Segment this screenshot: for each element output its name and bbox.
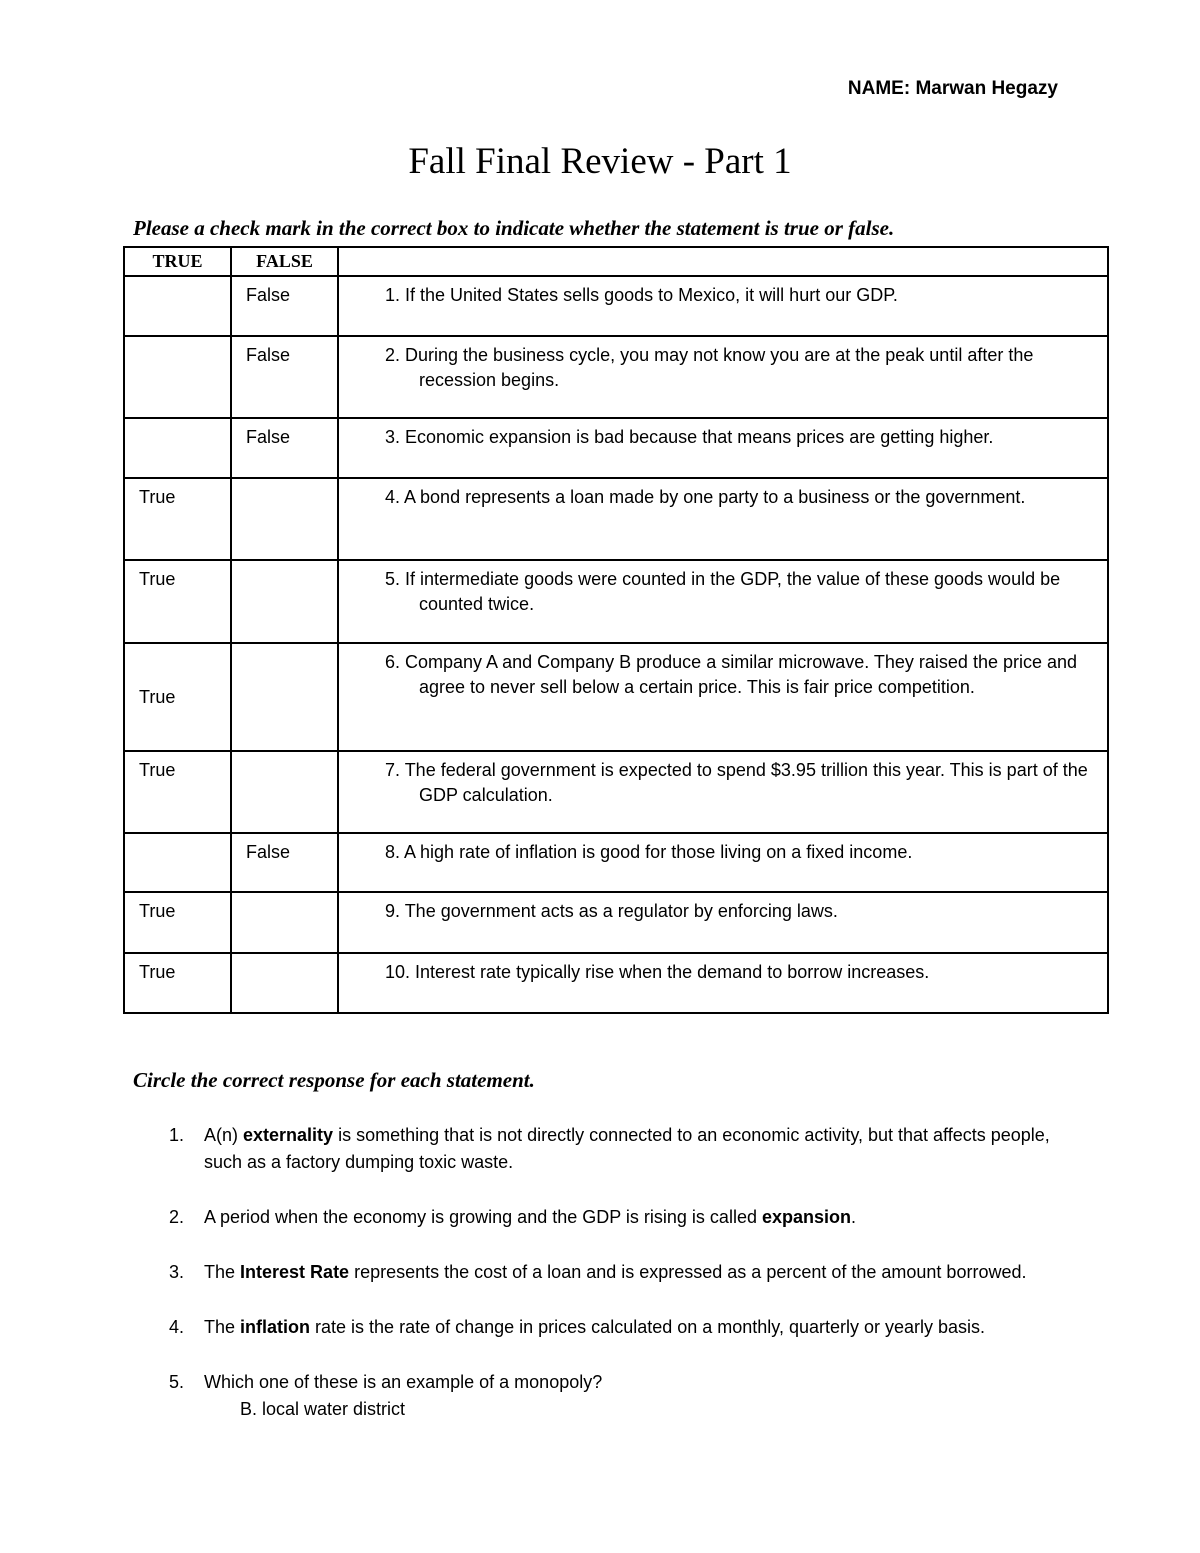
page-title: Fall Final Review - Part 1 xyxy=(408,141,792,182)
statement-cell xyxy=(338,643,1108,751)
table-row xyxy=(124,751,1108,833)
statement-text: 2. During the business cycle, you may not know you are at the peak until after the recession begins. xyxy=(385,345,1034,390)
statement-cell xyxy=(338,953,1108,1013)
false-cell[interactable] xyxy=(231,892,338,953)
true-cell[interactable] xyxy=(124,336,231,418)
statement-text: 6. Company A and Company B produce a similar microwave. They raised the price and agree to never sell below a certain price. This is fair price competition. xyxy=(385,652,1078,697)
table-row xyxy=(124,560,1108,643)
item-number: 3. xyxy=(169,1262,185,1282)
statement-cell xyxy=(338,892,1108,953)
table-header-row xyxy=(124,247,1108,276)
list-item xyxy=(133,1204,1073,1231)
item-text-post: rate is the rate of change in prices calculated on a monthly, quarterly or yearly basis. xyxy=(310,1317,986,1337)
table-row xyxy=(124,336,1108,418)
table-row xyxy=(124,478,1108,560)
table-row xyxy=(124,276,1108,336)
item-number: 4. xyxy=(169,1317,185,1337)
false-cell[interactable]: False xyxy=(231,833,338,892)
item-text-pre: A(n) xyxy=(204,1125,244,1145)
list-item xyxy=(133,1369,1073,1423)
item-number: 1. xyxy=(169,1125,185,1145)
true-cell[interactable]: True xyxy=(124,643,231,751)
statement-cell xyxy=(338,336,1108,418)
statement-text: 9. The government acts as a regulator by enforcing laws. xyxy=(385,901,838,921)
item-answer: expansion xyxy=(761,1207,851,1227)
true-cell[interactable]: True xyxy=(124,560,231,643)
item-number: 2. xyxy=(169,1207,185,1227)
true-cell[interactable]: True xyxy=(124,751,231,833)
circle-list xyxy=(133,1122,1073,1451)
true-cell[interactable]: True xyxy=(124,892,231,953)
item-question: Which one of these is an example of a monopoly? xyxy=(204,1372,603,1392)
statement-text: 8. A high rate of inflation is good for those living on a fixed income. xyxy=(385,842,913,862)
true-cell[interactable] xyxy=(124,418,231,478)
list-item xyxy=(133,1314,1073,1341)
true-cell[interactable] xyxy=(124,833,231,892)
item-answer: inflation xyxy=(240,1317,311,1337)
item-text-pre: The xyxy=(204,1262,241,1282)
item-answer: Interest Rate xyxy=(240,1262,350,1282)
statement-cell xyxy=(338,276,1108,336)
true-cell[interactable]: True xyxy=(124,478,231,560)
table-row xyxy=(124,643,1108,751)
item-text-post: represents the cost of a loan and is expressed as a percent of the amount borrowed. xyxy=(349,1262,1027,1282)
table-row xyxy=(124,953,1108,1013)
true-cell[interactable]: True xyxy=(124,953,231,1013)
item-answer: externality xyxy=(243,1125,334,1145)
statement-text: 3. Economic expansion is bad because that means prices are getting higher. xyxy=(385,427,994,447)
table-row xyxy=(124,418,1108,478)
circle-instruction: Circle the correct response for each statement. xyxy=(133,1068,535,1092)
true-false-instruction: Please a check mark in the correct box to indicate whether the statement is true or false. xyxy=(133,216,895,240)
item-text-pre: A period when the economy is growing and the GDP is rising is called xyxy=(204,1207,762,1227)
student-name: NAME: Marwan Hegazy xyxy=(847,78,1058,99)
statement-cell xyxy=(338,751,1108,833)
list-item xyxy=(133,1259,1073,1286)
statement-text: 10. Interest rate typically rise when the demand to borrow increases. xyxy=(385,962,930,982)
table-row xyxy=(124,892,1108,953)
false-cell[interactable] xyxy=(231,751,338,833)
list-item xyxy=(133,1122,1073,1176)
false-cell[interactable]: False xyxy=(231,276,338,336)
item-answer: B. local water district xyxy=(240,1399,406,1419)
item-number: 5. xyxy=(169,1372,185,1392)
table-row xyxy=(124,833,1108,892)
statement-cell xyxy=(338,833,1108,892)
false-cell[interactable] xyxy=(231,560,338,643)
statement-text: 7. The federal government is expected to spend $3.95 trillion this year. This is part of the GDP calculation. xyxy=(385,760,1088,805)
statement-cell xyxy=(338,478,1108,560)
item-text-post: . xyxy=(851,1207,857,1227)
true-cell[interactable] xyxy=(124,276,231,336)
true-column-header: TRUE xyxy=(124,247,231,276)
statement-text: 5. If intermediate goods were counted in the GDP, the value of these goods would be counted twice. xyxy=(385,569,1061,614)
statement-cell xyxy=(338,560,1108,643)
false-cell[interactable]: False xyxy=(231,336,338,418)
item-text-pre: The xyxy=(204,1317,241,1337)
false-cell[interactable] xyxy=(231,953,338,1013)
statement-text: 1. If the United States sells goods to Mexico, it will hurt our GDP. xyxy=(385,285,898,305)
item-text-post: is something that is not directly connected to an economic activity, but that affects people, such as a factory dumping toxic waste. xyxy=(204,1125,1050,1172)
false-cell[interactable] xyxy=(231,478,338,560)
statement-cell xyxy=(338,418,1108,478)
true-false-table xyxy=(123,246,1109,1014)
false-column-header: FALSE xyxy=(231,247,338,276)
false-cell[interactable]: False xyxy=(231,418,338,478)
false-cell[interactable] xyxy=(231,643,338,751)
statement-column-header xyxy=(338,247,1108,276)
statement-text: 4. A bond represents a loan made by one party to a business or the government. xyxy=(385,487,1026,507)
